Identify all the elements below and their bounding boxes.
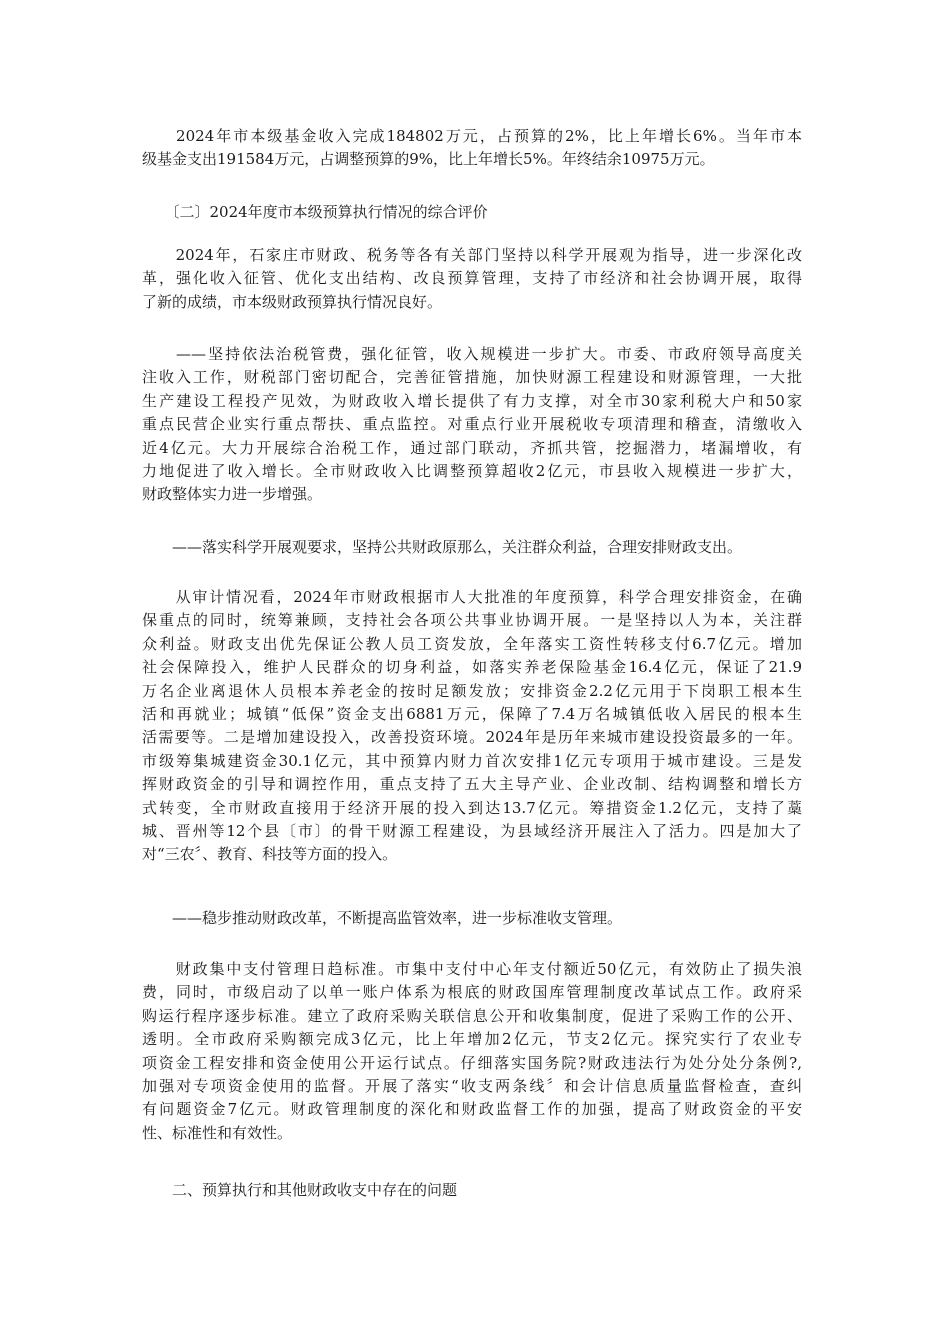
paragraph-audit-findings bbox=[142, 586, 802, 867]
text-line: 从审计情况看，2024年市财政根据市人大批准的年度预算，科学合理安排资金，在确 bbox=[142, 588, 802, 606]
text-line: 保重点的同时，统筹兼顾，支持社会各项公共事业协调开展。一是坚持以人为本，关注群 bbox=[142, 611, 802, 630]
text-line: ——坚持依法治税管费，强化征管，收入规模进一步扩大。市委、市政府领导高度关 bbox=[142, 345, 802, 363]
text-line: 2024年市本级基金收入完成184802万元，占预算的2%，比上年增长6%。当年市本 bbox=[142, 127, 802, 145]
paragraph-tax-collection bbox=[142, 343, 802, 507]
paragraph-centralized-payment bbox=[142, 958, 802, 1145]
text-line: 2024年，石家庄市财政、税务等各有关部门坚持以科学开展观为指导，进一步深化改 bbox=[142, 246, 802, 264]
text-line: 财政集中支付管理日趋标准。市集中支付中心年支付额近50亿元，有效防止了损失浪 bbox=[142, 960, 802, 978]
paragraph-fund-income bbox=[142, 125, 802, 172]
text-line: 众利益。财政支出优先保证公教人员工资发放，全年落实工资性转移支付6.7亿元。增加 bbox=[142, 634, 802, 653]
text-line: 性、标准性和有效性。 bbox=[142, 1123, 293, 1142]
text-line: 重点民营企业实行重点帮扶、重点监控。对重点行业开展税收专项清理和稽查，清缴收入 bbox=[142, 415, 802, 434]
text-line: 市级筹集城建资金30.1亿元，其中预算内财力首次安排1亿元专项用于城市建设。三是发 bbox=[142, 751, 802, 770]
text-line: 万名企业离退休人员根本养老金的按时足额发放；安排资金2.2亿元用于下岗职工根本生 bbox=[142, 681, 802, 700]
paragraph-overview bbox=[142, 244, 802, 314]
text-line: 二、预算执行和其他财政收支中存在的问题 bbox=[142, 1181, 458, 1199]
text-line: 活和再就业；城镇“低保”资金支出6881万元，保障了7.4万名城镇低收入居民的根本生 bbox=[142, 704, 802, 723]
text-line: 社会保障投入，维护人民群众的切身利益，如落实养老保险基金16.4亿元，保证了21.9 bbox=[142, 658, 802, 677]
section-heading-problems bbox=[142, 1179, 802, 1202]
text-line: 力地促进了收入增长。全市财政收入比调整预算超收2亿元，市县收入规模进一步扩大， bbox=[142, 461, 802, 480]
text-line: 费，同时，市级启动了以单一账户体系为根底的财政国库管理制度改革试点工作。政府采 bbox=[142, 983, 802, 1002]
text-line: 〔二〕2024年度市本级预算执行情况的综合评价 bbox=[142, 203, 488, 221]
text-line: 活需要等。二是增加建设投入，改善投资环境。2024年是历年来城市建设投资最多的一年。 bbox=[142, 728, 802, 747]
text-line: 挥财政资金的引导和调控作用，重点支持了五大主导产业、企业改制、结构调整和增长方 bbox=[142, 775, 802, 794]
text-line: 生产建设工程投产见效，为财政收入增长提供了有力支撑，对全市30家利税大户和50家 bbox=[142, 391, 802, 410]
text-line: 级基金支出191584万元，占调整预算的9%，比上年增长5%。年终结余10975万元。 bbox=[142, 150, 715, 169]
text-line: 革，强化收入征管、优化支出结构、改良预算管理，支持了市经济和社会协调开展，取得 bbox=[142, 269, 802, 288]
paragraph-public-finance-heading bbox=[142, 536, 802, 559]
paragraph-reform-heading bbox=[142, 907, 802, 930]
text-line: 透明。全市政府采购额完成3亿元，比上年增加2亿元，节支2亿元。探究实行了农业专 bbox=[142, 1030, 802, 1049]
text-line: 对“三农〞、教育、科技等方面的投入。 bbox=[142, 845, 398, 864]
text-line: ——落实科学开展观要求，坚持公共财政原那么，关注群众利益，合理安排财政支出。 bbox=[142, 538, 743, 556]
text-line: 了新的成绩，市本级财政预算执行情况良好。 bbox=[142, 292, 443, 311]
text-line: 注收入工作，财税部门密切配合，完善征管措施，加快财源工程建设和财源管理，一大批 bbox=[142, 368, 802, 387]
text-line: 有问题资金7亿元。财政管理制度的深化和财政监督工作的加强，提高了财政资金的平安 bbox=[142, 1100, 802, 1119]
text-line: ——稳步推动财政改革，不断提高监管效率，进一步标准收支管理。 bbox=[142, 909, 623, 927]
section-heading-evaluation bbox=[142, 201, 802, 224]
text-line: 城、晋州等12个县〔市〕的骨干财源工程建设，为县域经济开展注入了活力。四是加大了 bbox=[142, 821, 802, 840]
text-line: 项资金工程安排和资金使用公开运行试点。仔细落实国务院?财政违法行为处分处分条例?, bbox=[142, 1053, 802, 1072]
text-line: 式转变，全市财政直接用于经济开展的投入到达13.7亿元。筹措资金1.2亿元，支持了藁 bbox=[142, 798, 802, 817]
text-line: 加强对专项资金使用的监督。开展了落实“收支两条线〞和会计信息质量监督检查，查纠 bbox=[142, 1076, 802, 1095]
text-line: 财政整体实力进一步增强。 bbox=[142, 485, 323, 504]
text-line: 购运行程序逐步标准。建立了政府采购关联信息公开和收集制度，促进了采购工作的公开、 bbox=[142, 1006, 802, 1025]
text-line: 近4亿元。大力开展综合治税工作，通过部门联动，齐抓共管，挖掘潜力，堵漏增收，有 bbox=[142, 438, 802, 457]
